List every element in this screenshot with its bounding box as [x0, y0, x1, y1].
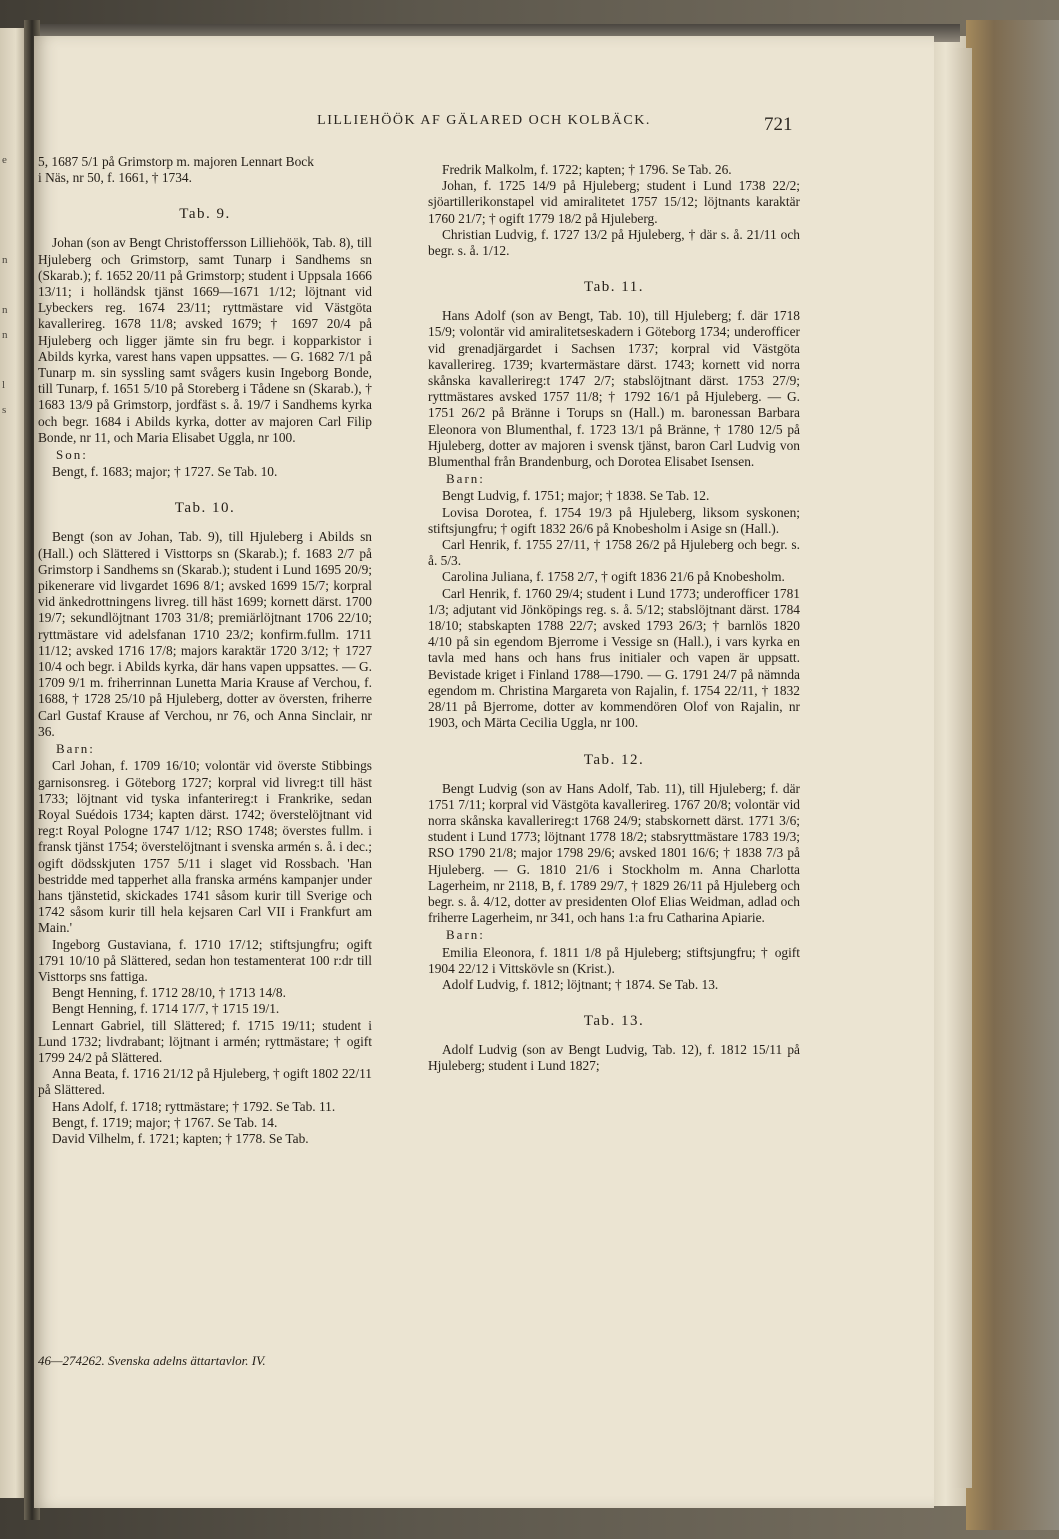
left-page-fragment: [2, 748, 24, 773]
page-stack-edge-inner: [952, 48, 972, 1488]
left-page-fragment: [2, 223, 24, 248]
tab-11-entry: Hans Adolf (son av Bengt, Tab. 10), till Hjuleberg; f. där 1718 15/9; volontär vid amiralitetseskadern i Göteborg 1734; underofficer vid grenadjärgardet i Sachsen 1737; korpral vid Västgöta kavallerireg. 1739; kvartermästare därst. 1743; kornett vid norra skånska kavallerireg:t 1747 2/7; stabslöjtnant därst. 1753 27/9; ryttmästares avsked 1757 11/8; † 1792 16/1 på Hjuleberg. — G. 1751 26/2 på Bränne i Torups sn (Hall.) m. baronessan Barbara Eleonora von Blumenthal, f. 1723 13/1 på Bränne, † 1780 12/5 på Hjuleberg, dotter av majoren i svensk tjänst, baron Carl Ludvig von Blumenthal från Brandenburg, och Dorotea Elisabet Isensen.: [428, 308, 800, 470]
left-page-fragment: [2, 873, 24, 898]
tab-11-children-label: Barn:: [446, 471, 485, 487]
tab-10-child: Hans Adolf, f. 1718; ryttmästare; † 1792. Se Tab. 11.: [52, 1098, 336, 1114]
tab-10-children-label: Barn:: [56, 741, 95, 757]
tab-10-child: Bengt Henning, f. 1714 17/7, † 1715 19/1.: [52, 1001, 280, 1017]
left-page-fragment: [2, 923, 24, 948]
left-page-fragment: [2, 1198, 24, 1223]
left-page-fragment: [2, 548, 24, 573]
left-page-fragment: s: [2, 404, 7, 416]
left-page-fragment: [2, 598, 24, 623]
left-page-fragment: [2, 1298, 24, 1323]
left-page-fragment: l: [2, 379, 6, 391]
left-page-fragment: [2, 673, 24, 698]
left-page-fragment: n: [2, 329, 8, 341]
left-page-fragment: [2, 1248, 24, 1273]
printer-signature: 46—274262. Svenska adelns ättartavlor. IV.: [38, 1353, 266, 1368]
left-page-fragment: [2, 1273, 24, 1298]
left-page-fragment: [2, 1173, 24, 1198]
left-page-fragment: [2, 973, 24, 998]
left-page-fragment: [2, 648, 24, 673]
left-page-fragment: [2, 948, 24, 973]
tab-10-child-continued: Christian Ludvig, f. 1727 13/2 på Hjuleberg, † där s. å. 21/11 och begr. s. å. 1/12.: [428, 226, 800, 259]
left-page-fragment: [2, 1023, 24, 1048]
left-page-fragment: [2, 723, 24, 748]
tab-11-child: Carolina Juliana, f. 1758 2/7, † ogift 1836 21/6 på Knobesholm.: [442, 569, 785, 585]
running-title: LILLIEHÖÖK AF GÄLARED OCH KOLBÄCK.: [317, 113, 651, 128]
tab-12-child: Adolf Ludvig, f. 1812; löjtnant; † 1874. Se Tab. 13.: [442, 976, 719, 992]
left-page-fragment: n: [2, 304, 8, 316]
left-page-fragment: [2, 473, 24, 498]
left-page-fragment: [2, 1073, 24, 1098]
tab-10-child-continued: Johan, f. 1725 14/9 på Hjuleberg; student i Lund 1738 22/2; sjöartillerikonstapel vid amiralitetet 1757 15/12; löjtnants karaktär 1760 21/7; † ogift 1779 18/2 på Hjuleberg.: [428, 178, 800, 226]
left-page-fragment: [2, 848, 24, 873]
tab-12-child: Emilia Eleonora, f. 1811 1/8 på Hjuleberg; stiftsjungfru; † ogift 1904 22/12 i Vittskövle sn (Krist.).: [428, 944, 800, 976]
tab-11-heading: Tab. 11.: [584, 279, 644, 296]
tab-10-child: Anna Beata, f. 1716 21/12 på Hjuleberg, † ogift 1802 22/11 på Slättered.: [38, 1066, 372, 1098]
left-page-fragment: [2, 898, 24, 923]
left-page-fragment: [2, 823, 24, 848]
left-page-fragments: [2, 148, 24, 1323]
tab-9-children-label: Son:: [56, 447, 88, 463]
left-page-fragment: [2, 498, 24, 523]
book-cover-edge: [966, 20, 1059, 1530]
left-page-fragment: [2, 198, 24, 223]
left-page-fragment: [2, 773, 24, 798]
left-page-fragment: [2, 1098, 24, 1123]
intro-line: 5, 1687 5/1 på Grimstorp m. majoren Lennart Bock: [38, 154, 314, 169]
left-page-fragment: [2, 573, 24, 598]
left-page-fragment: [2, 1048, 24, 1073]
tab-10-child: Carl Johan, f. 1709 16/10; volontär vid överste Stibbings garnisonsreg. i Göteborg 1727; korpral vid livreg:t till häst 1733; löjtnant vid tyska infanterireg:t i Frankrike, sedan Royal Suédois 1734; kapten därst. 1742; överstelöjtnant vid reg:t Royal Pologne 1747 1/12; RSO 1748; överstes fullm. i fransk tjänst 1754; överstelöjtnant i svenska armén s. å. i dec.; ogift dödsskjuten 1757 5/11 i slaget vid Rossbach. 'Han bestridde med tapperhet alla franska arméns kampanjer under hans tjänstetid, skickades 1741 såsom kurir till Sverige och 1742 såsom kurir till hela kejsaren Carl VII i Frankfurt am Main.': [38, 758, 372, 936]
left-page-fragment: [2, 448, 24, 473]
tab-11-child: Carl Henrik, f. 1755 27/11, † 1758 26/2 på Hjuleberg och begr. s. å. 5/3.: [428, 537, 800, 569]
tab-11-child: Bengt Ludvig, f. 1751; major; † 1838. Se Tab. 12.: [442, 488, 710, 504]
tab-10-child-continued: Fredrik Malkolm, f. 1722; kapten; † 1796. Se Tab. 26.: [442, 162, 732, 177]
left-page-fragment: [2, 1223, 24, 1248]
page-number: 721: [764, 114, 793, 135]
left-page-fragment: n: [2, 254, 8, 266]
left-page-fragment: e: [2, 154, 7, 166]
tab-10-child: Bengt Henning, f. 1712 28/10, † 1713 14/8.: [52, 985, 286, 1001]
left-page-fragment: [2, 998, 24, 1023]
tab-10-child: Ingeborg Gustaviana, f. 1710 17/12; stiftsjungfru; ogift 1791 10/10 på Slättered, sedan hon testamenterat 100 r:dr till Visttorps sns fattiga.: [38, 936, 372, 984]
left-page-fragment: [2, 348, 24, 373]
right-column: [428, 162, 800, 1075]
tab-10-child: Bengt, f. 1719; major; † 1767. Se Tab. 14.: [52, 1114, 278, 1130]
page: [34, 36, 934, 1508]
left-page-fragment: [2, 1123, 24, 1148]
left-page-fragment: [2, 523, 24, 548]
tab-12-entry: Bengt Ludvig (son av Hans Adolf, Tab. 11), till Hjuleberg; f. där 1751 7/11; korpral vid Västgöta kavallerireg. 1767 20/8; volontär vid norra skånska kavallerireg:t 1768 24/9; stabskornett därst. 1771 3/6; student i Lund 1773; löjtnant 1778 18/2; stabsryttmästare 1783 19/3; RSO 1790 21/8; major 1798 29/6; avsked 1801 16/6; † 1838 7/3 på Hjuleberg. — G. 1810 21/6 i Stockholm m. Anna Charlotta Lagerheim, nr 2118, B, f. 1789 29/7, † 1829 26/11 på Hjuleberg och begr. s. å. 4/12, dotter av presidenten Olof Elias Weidman, adlad och friherre Lagerheim, nr 341, och hans 1:a fru Catharina Apiarie.: [428, 780, 800, 926]
left-page-fragment: [2, 273, 24, 298]
tab-10-heading: Tab. 10.: [174, 500, 236, 517]
tab-10-child: David Vilhelm, f. 1721; kapten; † 1778. Se Tab.: [52, 1130, 309, 1146]
tab-10-child: Lennart Gabriel, till Slättered; f. 1715 19/11; student i Lund 1732; livdrabant; löjtnant i armén; ryttmästare; † ogift 1799 24/2 på Slättered.: [38, 1017, 372, 1065]
tab-10-entry: Bengt (son av Johan, Tab. 9), till Hjuleberg i Abilds sn (Hall.) och Slättered i Visttorps sn (Skarab.); f. 1683 2/7 på Grimstorp i Sandhems sn (Skarab.); student i Lund 1695 20/9; pikenerare vid livgardet 1696 8/1; avsked 1699 15/7; korpral vid änkedrottningens livreg. till häst 1699; kornett därst. 1700 19/7; sekundlöjtnant 1703 31/8; premiärlöjtnant 1706 22/10; ryttmästare vid adelsfanan 1710 23/2; konfirm.fullm. 1711 11/12; avsked 1716 17/8; majors karaktär 1720 3/12; † 1727 10/4 och begr. i Abilds kyrka, där hans vapen uppsattes. — G. 1709 9/1 m. friherrinnan Lunetta Maria Krause af Verchou, f. 1688, † 1728 25/10 på Hjuleberg, dotter av översten, friherre Carl Gustaf Krause af Verchou, nr 76, och Anna Sinclair, nr 36.: [38, 529, 372, 739]
left-page-fragment: [2, 798, 24, 823]
page-header: [34, 108, 934, 148]
left-page-fragment: [2, 173, 24, 198]
tab-13-entry: Adolf Ludvig (son av Bengt Ludvig, Tab. 12), f. 1812 15/11 på Hjuleberg; student i Lund 1827;: [428, 1042, 800, 1074]
tab-12-heading: Tab. 12.: [583, 751, 645, 768]
intro-line: i Näs, nr 50, f. 1661, † 1734.: [38, 170, 192, 186]
left-page-fragment: [2, 698, 24, 723]
left-column: [38, 154, 372, 1147]
left-page-fragment: [2, 623, 24, 648]
left-page-edge: [0, 28, 26, 1498]
tab-9-entry: Johan (son av Bengt Christoffersson Lilliehöök, Tab. 8), till Hjuleberg och Grimstorp, samt Tunarp i Sandhems sn (Skarab.); f. 1652 20/11 på Grimstorp; student i Uppsala 1666 13/11; i holländsk tjänst 1669—1671 1/12; löjtnant vid Lybeckers reg. 1674 23/11; ryttmästare vid Västgöta kavallerireg. 1678 11/8; avsked 1679; † 1697 20/4 på Hjuleberg och ligger jämte sin fru begr. i kopparkistor i Abilds kyrka, varest hans vapen uppsattes. — G. 1682 7/1 på Tunarp m. sin syssling samt svågers kusin Ingeborg Bonde, till Tunarp, f. 1651 5/10 på Storeberg i Tådene sn (Skarab.), † 1683 13/9 på Grimstorp, jordfäst s. å. 19/7 i Sandhems kyrka och begr. 1684 i Abilds kyrka, dotter av majoren Carl Filip Bonde, nr 11, och Maria Elisabet Uggla, nr 100.: [38, 235, 372, 445]
left-page-fragment: [2, 1148, 24, 1173]
tab-9-heading: Tab. 9.: [179, 206, 231, 223]
tab-9-child: Bengt, f. 1683; major; † 1727. Se Tab. 10.: [52, 464, 278, 480]
tab-13-heading: Tab. 13.: [583, 1013, 645, 1030]
tab-11-child: Lovisa Dorotea, f. 1754 19/3 på Hjuleberg, liksom syskonen; stiftsjungfru; † ogift 1832 26/6 på Knobesholm i Asige sn (Hall.).: [428, 504, 800, 536]
tab-11-child: Carl Henrik, f. 1760 29/4; student i Lund 1773; underofficer 1781 1/3; adjutant vid Jönköpings reg. s. å. 5/12; stabslöjtnant därst. 1784 18/10; stabskapten 1788 22/7; avsked 1793 26/3; † barnlös 1820 4/10 på sin egendom Bjerrome i Vessige sn (Hall.), i vars kyrka en tavla med hans och hans frus initialer och vapen är uppsatt. Bevistade kriget i Finland 1788—1790. — G. 1791 24/7 på nämnda egendom m. Christina Margareta von Rajalin, f. 1754 22/11, † 1832 28/11 på Bjerrome, dotter av kommendören Olof von Rajalin, nr 1903, och Märta Cecilia Uggla, nr 100.: [428, 585, 800, 731]
left-page-fragment: [2, 423, 24, 448]
tab-12-children-label: Barn:: [446, 927, 485, 943]
